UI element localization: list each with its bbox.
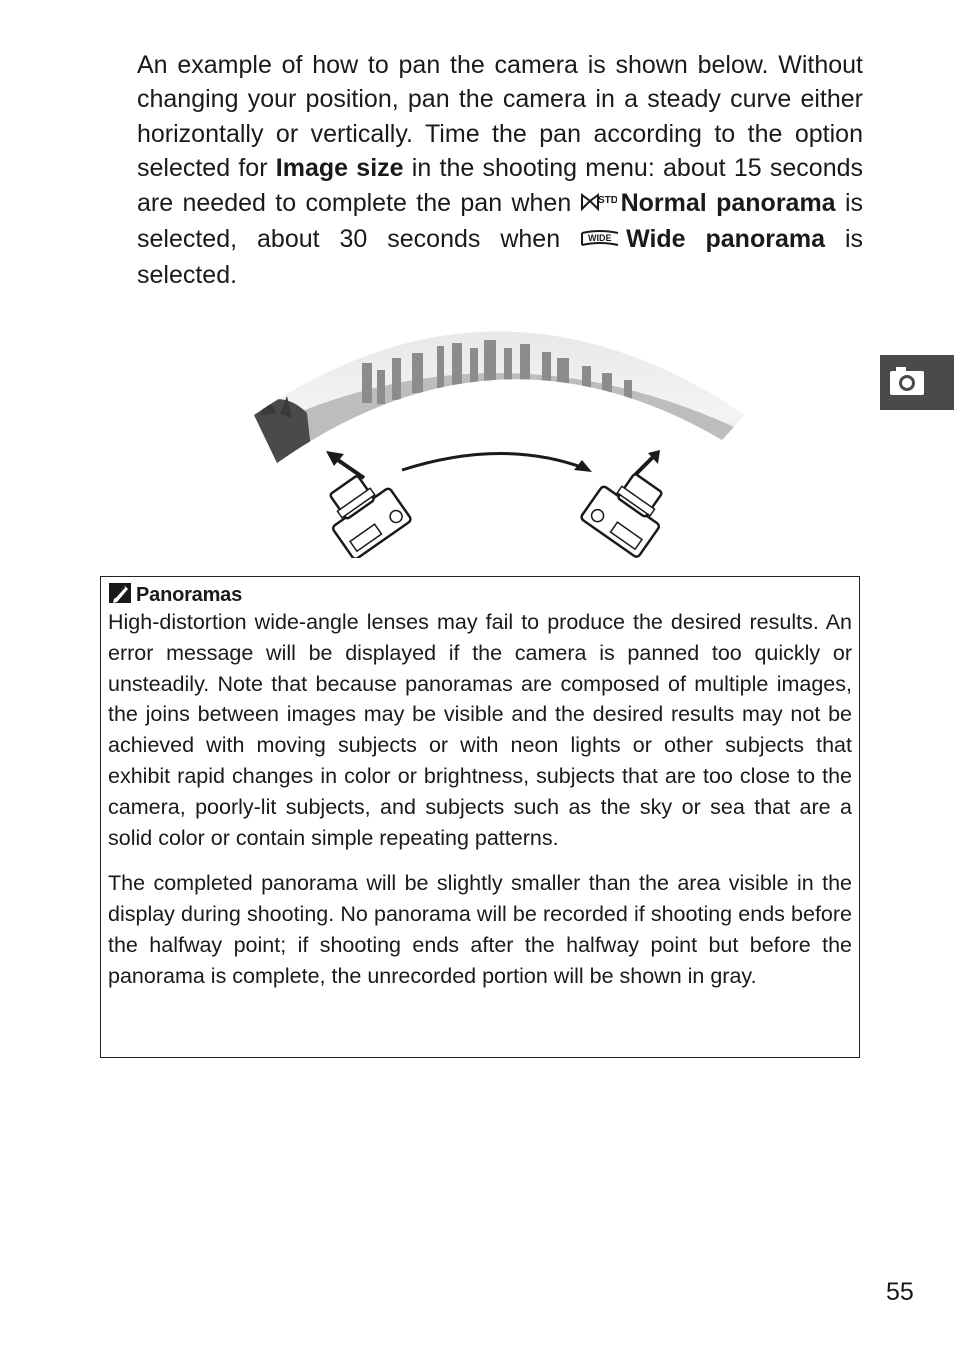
normal-panorama-icon xyxy=(581,188,617,222)
note-paragraph-2: The completed panorama will be slightly smaller than the area visible in the display during shooting. No panorama will be recorded if shooting ends before the halfway point; if shooting ends after the halfway point but before the panorama is complete, the unrecorded portion will be shown in gray. xyxy=(108,871,852,988)
svg-text:WIDE: WIDE xyxy=(588,233,612,244)
left-camera-icon xyxy=(316,464,412,558)
left-pan-arrow xyxy=(326,451,364,478)
note-header xyxy=(108,583,852,607)
image-size-term: Image size xyxy=(275,154,404,183)
wide-panorama-icon xyxy=(580,224,622,258)
panoramas-note-box xyxy=(100,576,860,1058)
right-pan-arrow xyxy=(634,450,660,476)
normal-panorama-term: Normal panorama xyxy=(620,188,836,217)
pan-direction-arrow xyxy=(402,453,592,472)
panning-illustration xyxy=(252,318,747,558)
pencil-check-icon xyxy=(108,582,132,609)
intro-text-1: An example of how to pan the camera is shown below. Without changing your position, pan the camera in a steady curve either horizontally or vertically. Time the pan according to the option selected for xyxy=(137,51,863,183)
wide-panorama-term: Wide panorama xyxy=(626,225,825,254)
note-paragraph-1: High-distortion wide-angle lenses may fail to produce the desired results. An error message will be displayed if the camera is panned too quickly or unsteadily. Note that because panoramas are composed of multiple images, the joins between images may be visible and the desired results may not be achieved with moving subjects or with neon lights or other subjects that exhibit rapid changes in color or brightness, subjects that are too close to the camera, poorly-lit subjects, and subjects such as the sky or sea that are a solid color or contain simple repeating patterns. xyxy=(108,610,852,850)
page-number: 55 xyxy=(886,1278,914,1306)
camera-icon xyxy=(880,355,954,410)
intro-paragraph xyxy=(137,48,863,293)
intro-text-2: in the shooting menu: about 15 seconds are needed to complete the pan when xyxy=(137,154,864,217)
svg-text:STD: STD xyxy=(597,194,617,206)
right-camera-icon xyxy=(580,462,676,558)
intro-text-4: is selected. xyxy=(137,225,864,290)
note-title: Panoramas xyxy=(136,583,243,606)
shooting-section-tab xyxy=(880,355,954,410)
intro-text-3: is selected, about 30 seconds when xyxy=(137,188,864,254)
